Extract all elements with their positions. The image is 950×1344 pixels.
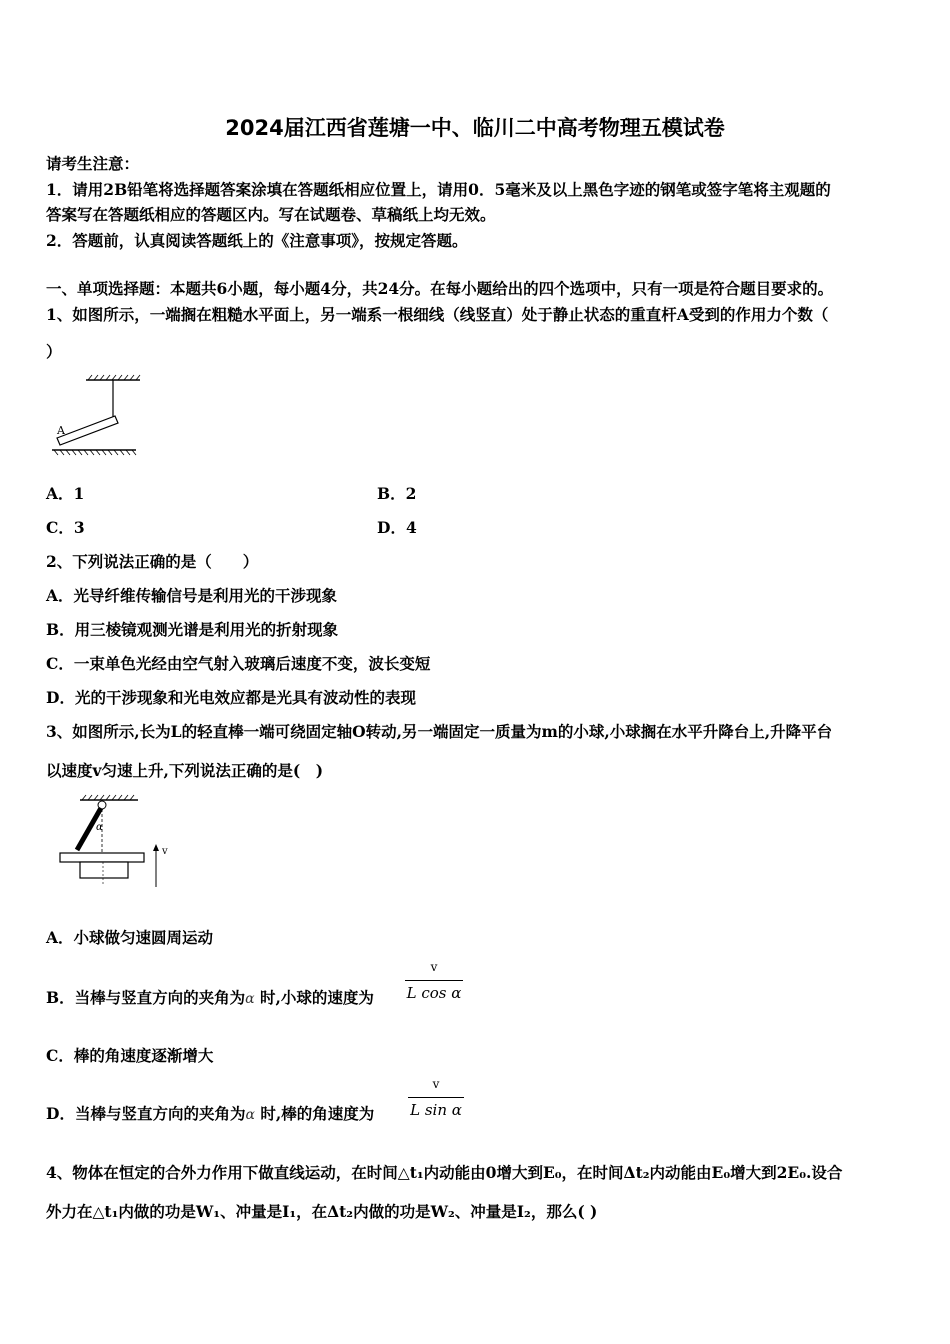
q3-option-b-denominator: L cos α xyxy=(406,984,462,1002)
notice-line-1: 1．请用2B铅笔将选择题答案涂填在答题纸相应位置上，请用0．5毫米及以上黑色字迹的钢笔或签字笔将主观题的 xyxy=(46,180,831,199)
q3-stem-line-1: 3、如图所示,长为L的轻直棒一端可绕固定轴O转动,另一端固定一质量为m的小球,小球搁在水平升降台上,升降平台 xyxy=(46,722,833,741)
page-title: 2024届江西省莲塘一中、临川二中高考物理五模试卷 xyxy=(225,116,725,140)
q3-option-b-suffix: 时,小球的速度为 xyxy=(259,988,374,1007)
q2-option-a: A．光导纤维传输信号是利用光的干涉现象 xyxy=(46,586,338,605)
q1-figure-label: A xyxy=(57,424,65,437)
q3-option-d-numerator: v xyxy=(432,1077,440,1091)
q3-option-d-fraction xyxy=(408,1077,464,1123)
q3-option-d-alpha: α xyxy=(245,1107,255,1123)
q1-option-a: A．1 xyxy=(46,484,85,503)
q3-option-d-suffix: 时,棒的角速度为 xyxy=(260,1104,375,1123)
q3-option-b xyxy=(46,986,374,1008)
q2-stem: 2、下列说法正确的是（ ） xyxy=(46,552,259,571)
q2-option-b: B．用三棱镜观测光谱是利用光的折射现象 xyxy=(46,620,339,639)
q3-option-b-prefix: B．当棒与竖直方向的夹角为 xyxy=(46,988,246,1007)
notice-line-3: 2．答题前，认真阅读答题纸上的《注意事项》，按规定答题。 xyxy=(46,231,468,250)
q1-option-d: D．4 xyxy=(377,518,417,537)
q3-option-b-alpha: α xyxy=(245,991,255,1007)
q4-stem-line-2: 外力在△t₁内做的功是W₁、冲量是I₁，在Δt₂内做的功是W₂、冲量是I₂，那么( ) xyxy=(46,1202,598,1221)
q3-figure-velocity-label: v xyxy=(162,846,168,857)
q1-figure-rod xyxy=(48,372,148,462)
q3-option-b-numerator: v xyxy=(430,960,438,974)
q3-option-a: A．小球做匀速圆周运动 xyxy=(46,928,214,947)
q3-stem-line-2: 以速度v匀速上升,下列说法正确的是( ) xyxy=(46,761,324,780)
q1-stem-line-2: ） xyxy=(46,342,62,361)
q2-option-c: C．一束单色光经由空气射入玻璃后速度不变，波长变短 xyxy=(46,654,431,673)
q3-figure-platform xyxy=(56,792,186,892)
q3-figure-alpha: α xyxy=(96,822,103,833)
q3-option-d-prefix: D．当棒与竖直方向的夹角为 xyxy=(46,1104,246,1123)
q3-option-b-fraction xyxy=(405,960,463,1006)
q1-stem-line-1: 1、如图所示，一端搁在粗糙水平面上，另一端系一根细线（线竖直）处于静止状态的重直杆A受到的作用力个数（ xyxy=(46,305,829,324)
q1-option-c: C．3 xyxy=(46,518,85,537)
q3-option-d xyxy=(46,1102,374,1124)
q1-option-b: B．2 xyxy=(377,484,417,503)
q3-option-c: C．棒的角速度逐渐增大 xyxy=(46,1046,214,1065)
section-heading: 一、单项选择题：本题共6小题，每小题4分，共24分。在每小题给出的四个选项中，只有一项是符合题目要求的。 xyxy=(46,279,834,298)
notice-line-2: 答案写在答题纸相应的答题区内。写在试题卷、草稿纸上均无效。 xyxy=(46,205,496,224)
q4-stem-line-1: 4、物体在恒定的合外力作用下做直线运动，在时间△t₁内动能由0增大到E₀，在时间Δt₂内动能由E₀增大到2E₀.设合 xyxy=(46,1163,843,1182)
q3-option-d-denominator: L sin α xyxy=(410,1101,462,1119)
notice-heading: 请考生注意： xyxy=(46,154,140,173)
q2-option-d: D．光的干涉现象和光电效应都是光具有波动性的表现 xyxy=(46,688,416,707)
